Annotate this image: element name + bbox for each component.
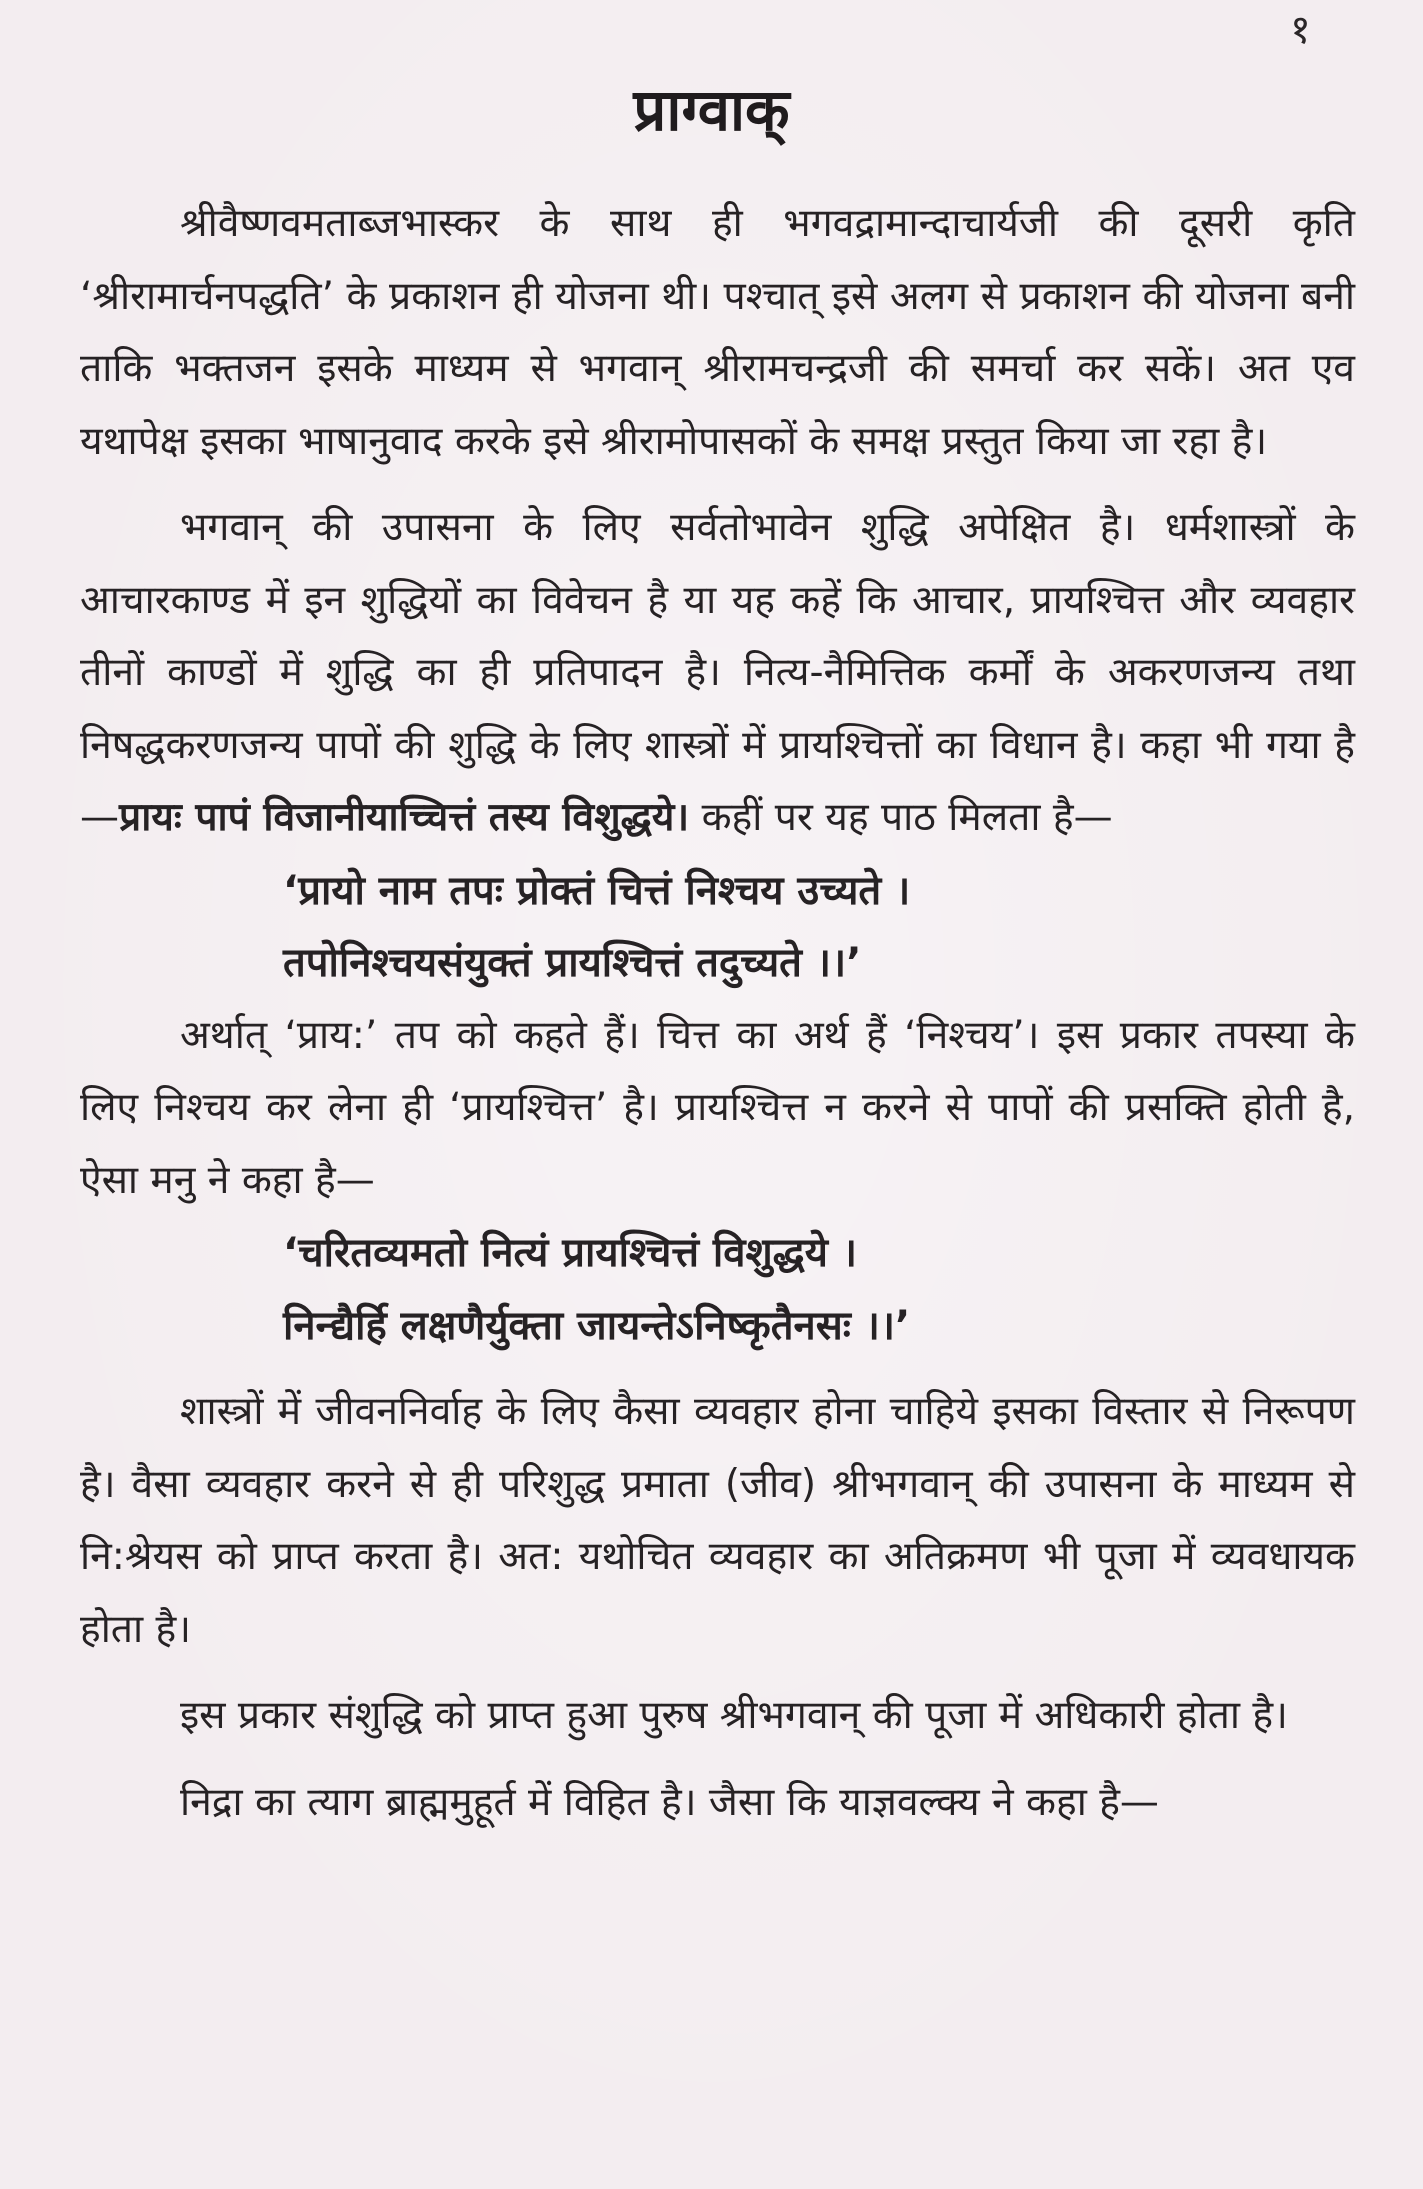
verse-1-line-2: तपोनिश्चयसंयुक्तं प्रायश्चित्तं तदुच्यते ।।’ (283, 940, 862, 986)
paragraph-2 (80, 492, 1355, 855)
verse-1-line-1: ‘प्रायो नाम तपः प्रोक्तं चित्तं निश्चय उच्यते । (283, 867, 911, 914)
paragraph-2-text: भगवान् की उपासना के लिए सर्वतोभावेन शुद्धि अपेक्षित है। धर्मशास्त्रों के आचारकाण्ड में इन शुद्धियों का विवेचन है या यह कहें कि आचार, प्रायश्चित्त और व्यवहार तीनों काण्डों में शुद्धि का ही प्रतिपादन है। नित्य-नैमित्तिक कर्मों के अकरणजन्य तथा निषद्धकरणजन्य पापों की शुद्धि के लिए शास्त्रों में प्रायश्चित्तों का विधान है। कहा भी गया है— (80, 505, 1355, 840)
paragraph-1: श्रीवैष्णवमताब्जभास्कर के साथ ही भगवद्रामान्दाचार्यजी की दूसरी कृति ‘श्रीरामार्चनपद्धति’ के प्रकाशन ही योजना थी। पश्चात् इसे अलग से प्रकाशन की योजना बनी ताकि भक्तजन इसके माध्यम से भगवान् श्रीरामचन्द्रजी की समर्चा कर सकें। अत एव यथापेक्ष इसका भाषानुवाद करके इसे श्रीरामोपासकों के समक्ष प्रस्तुत किया जा रहा है। (80, 201, 1355, 464)
verse-2-line-2: निन्द्यैर्हि लक्षणैर्युक्ता जायन्तेऽनिष्कृतैनसः ।।’ (283, 1302, 911, 1349)
page-body (80, 188, 1355, 1839)
page-title: प्राग्वाक् (633, 76, 790, 144)
verse-2 (80, 1217, 1355, 1362)
paragraph-4: शास्त्रों में जीवननिर्वाह के लिए कैसा व्यवहार होना चाहिये इसका विस्तार से निरूपण है। वैसा व्यवहार करने से ही परिशुद्ध प्रमाता (जीव) श्रीभगवान् की उपासना के माध्यम से नि:श्रेयस को प्राप्त करता है। अत: यथोचित व्यवहार का अतिक्रमण भी पूजा में व्यवधायक होता है। (80, 1389, 1355, 1652)
paragraph-2-quote: प्रायः पापं विजानीयाच्चित्तं तस्य विशुद्धये। (119, 795, 690, 840)
verse-1 (80, 855, 1355, 1000)
verse-2-line-1: ‘चरितव्यमतो नित्यं प्रायश्चित्तं विशुद्धये । (283, 1230, 857, 1276)
paragraph-6: निद्रा का त्याग ब्राह्ममुहूर्त में विहित है। जैसा कि याज्ञवल्क्य ने कहा है— (180, 1779, 1159, 1825)
paragraph-2-tail: कहीं पर यह पाठ मिलता है— (689, 795, 1113, 840)
page-number: १ (1290, 7, 1311, 53)
paragraph-3: अर्थात् ‘प्राय:’ तप को कहते हैं। चित्त का अर्थ हैं ‘निश्चय’। इस प्रकार तपस्या के लिए निश्चय कर लेना ही ‘प्रायश्चित्त’ है। प्रायश्चित्त न करने से पापों की प्रसक्ति होती है, ऐसा मनु ने कहा है— (80, 1012, 1355, 1203)
paragraph-5: इस प्रकार संशुद्धि को प्राप्त हुआ पुरुष श्रीभगवान् की पूजा में अधिकारी होता है। (180, 1693, 1288, 1738)
